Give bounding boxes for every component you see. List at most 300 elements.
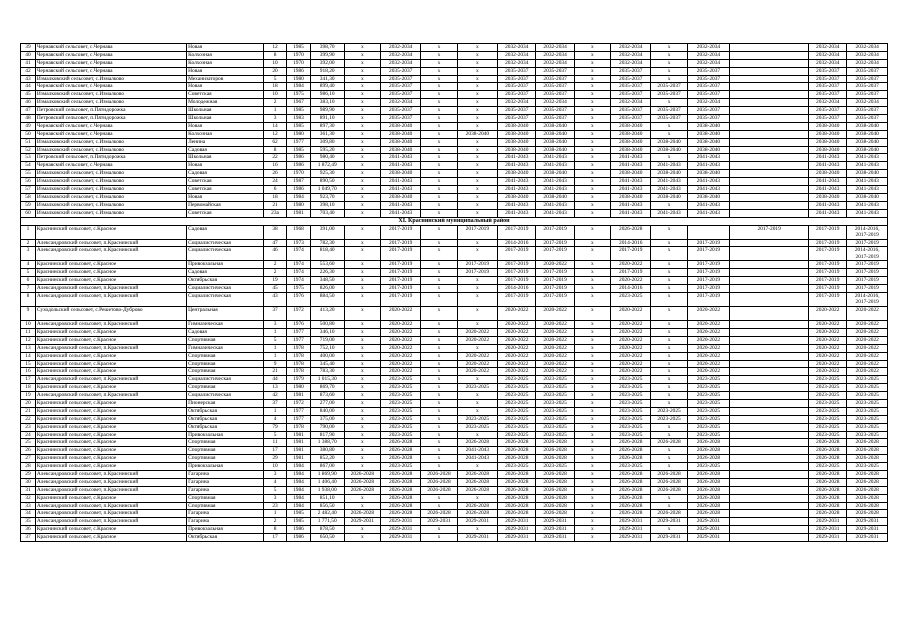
table-cell: Краснинский сельсовет, с.Красное (35, 360, 186, 368)
table-cell (730, 399, 809, 407)
table-cell: 37 (263, 307, 286, 321)
table-cell: 2020-2022 (687, 307, 730, 321)
table-row (21, 431, 888, 439)
table-cell: 2020-2022 (498, 307, 536, 321)
table-cell: 2035-2037 (380, 107, 420, 115)
table-cell: 59 (21, 201, 36, 209)
table-cell: 2026-2028 (380, 447, 420, 455)
table-cell: 29 (263, 455, 286, 463)
table-cell: x (421, 526, 457, 534)
table-row (21, 269, 888, 277)
table-cell: 43 (263, 293, 286, 307)
table-cell: 1986 (287, 162, 310, 170)
table-cell (730, 336, 809, 344)
table-cell (730, 328, 809, 336)
table-cell: Измалковский сельсовет, с.Измалково (35, 178, 186, 186)
table-cell: 1968 (287, 225, 310, 239)
table-cell: 383,10 (310, 99, 344, 107)
table-cell: Александровский сельсовет, п.Краснинский (35, 486, 186, 494)
table-cell: Октябрьская (187, 423, 264, 431)
table-cell: 2026-2028 (847, 455, 888, 463)
table-cell: 2020-2022 (498, 336, 536, 344)
table-cell: 2038-2040 (380, 122, 420, 130)
table-cell: 2017-2019 (687, 269, 730, 277)
table-cell (730, 193, 809, 201)
table-cell: Краснинский сельсовет, с.Красное (35, 225, 186, 239)
table-cell: 2023-2025 (498, 376, 536, 384)
table-cell: x (651, 269, 687, 277)
table-cell: Измалковский сельсовет, с.Измалково (35, 209, 186, 217)
table-cell: 2017-2019 (847, 277, 888, 285)
table-cell: 26 (263, 170, 286, 178)
table-cell: 17 (21, 376, 36, 384)
table-cell: Чернавский сельсовет, с.Чернава (35, 51, 186, 59)
table-cell: 2023-2025 (809, 431, 847, 439)
table-cell: Гимназическая (187, 344, 264, 352)
table-cell: 2026-2028 (610, 502, 650, 510)
table-cell: Краснинский сельсовет, с.Красное (35, 415, 186, 423)
table-cell: Краснинский сельсовет, с.Красное (35, 269, 186, 277)
table-cell: 1985 (287, 510, 310, 518)
table-cell: 2026-2028 (457, 502, 497, 510)
table-cell: x (344, 51, 380, 59)
table-cell: 2026-2028 (380, 455, 420, 463)
table-row (21, 407, 888, 415)
table-cell: 2026-2028 (344, 486, 380, 494)
table-cell: x (457, 407, 497, 415)
table-cell: 2023-2025 (610, 463, 650, 471)
table-cell: 2026-2028 (421, 510, 457, 518)
table-cell: 2017-2019 (380, 225, 420, 239)
table-cell: 2023-2025 (847, 463, 888, 471)
table-cell: 2029-2031 (498, 534, 536, 542)
table-cell: x (651, 99, 687, 107)
table-cell: 2038-2040 (536, 146, 574, 154)
table-cell: x (574, 170, 610, 178)
table-cell: 2041-2043 (380, 201, 420, 209)
table-cell: 2026-2028 (498, 494, 536, 502)
table-cell: 2020-2022 (610, 307, 650, 321)
table-cell: 3 (21, 247, 36, 261)
table-cell: 2017-2019 (380, 277, 420, 285)
table-row (21, 384, 888, 392)
table-cell: 752,10 (310, 344, 344, 352)
table-cell: 50 (21, 130, 36, 138)
table-cell: 2026-2028 (610, 455, 650, 463)
table-cell: 2026-2028 (536, 455, 574, 463)
table-cell: Краснинский сельсовет, с.Красное (35, 423, 186, 431)
table-cell: 2020-2022 (536, 336, 574, 344)
table-cell: 277,00 (310, 399, 344, 407)
table-body-bottom (21, 225, 888, 541)
table-cell: 2035-2037 (498, 75, 536, 83)
table-cell: 2020-2022 (809, 360, 847, 368)
table-cell: 2038-2040 (498, 146, 536, 154)
table-cell: x (421, 162, 457, 170)
table-cell: 2020-2022 (610, 277, 650, 285)
table-cell: Измалковский сельсовет, с.Измалково (35, 201, 186, 209)
table-cell: 1972 (287, 399, 310, 407)
table-cell: 2023-2025 (380, 392, 420, 400)
table-cell: 2 482,40 (310, 510, 344, 518)
table-cell: 2020-2022 (847, 328, 888, 336)
table-cell: x (421, 534, 457, 542)
table-cell (730, 162, 809, 170)
table-cell: 2035-2037 (498, 67, 536, 75)
table-cell: 2020-2022 (847, 344, 888, 352)
table-cell: 1977 (287, 138, 310, 146)
table-cell: x (421, 44, 457, 52)
table-cell: x (457, 321, 497, 329)
table-cell: x (457, 154, 497, 162)
table-cell: 2026-2028 (457, 470, 497, 478)
table-cell: x (344, 344, 380, 352)
table-cell: 399,90 (310, 51, 344, 59)
table-cell (730, 130, 809, 138)
table-cell: 2017-2019 (809, 293, 847, 307)
table-cell: 867,00 (310, 463, 344, 471)
table-cell: 2026-2028 (847, 494, 888, 502)
table-cell: 60 (21, 209, 36, 217)
table-cell: x (651, 368, 687, 376)
table-cell: x (457, 307, 497, 321)
table-cell: 2014-2016 (498, 285, 536, 293)
table-cell: Петровский сельсовет, п.Пятидорожка (35, 154, 186, 162)
table-cell: 2017-2019 (687, 247, 730, 261)
table-cell: 2029-2031 (687, 526, 730, 534)
table-cell: x (457, 51, 497, 59)
table-cell: 1978 (287, 423, 310, 431)
table-cell: 2029-2031 (847, 518, 888, 526)
table-cell: x (574, 130, 610, 138)
table-cell: 2041-2043 (847, 201, 888, 209)
table-cell: Колхозная (187, 59, 264, 67)
table-cell: x (574, 360, 610, 368)
table-cell: 719,00 (310, 336, 344, 344)
table-cell: x (421, 293, 457, 307)
table-cell: Октябрьская (187, 415, 264, 423)
table-cell: 2029-2031 (380, 534, 420, 542)
table-cell (730, 321, 809, 329)
table-cell: x (651, 344, 687, 352)
table-cell: 2035-2037 (536, 75, 574, 83)
table-cell: x (651, 51, 687, 59)
table-cell: 2026-2028 (651, 510, 687, 518)
table-cell: Садовая (187, 170, 264, 178)
table-cell: 2023-2025 (536, 384, 574, 392)
table-cell: 6 (263, 186, 286, 194)
table-cell: 17 (263, 534, 286, 542)
table-cell: 48 (21, 115, 36, 123)
table-cell: 2026-2028 (687, 510, 730, 518)
table-cell: Краснинский сельсовет, с.Красное (35, 399, 186, 407)
table-cell: x (574, 463, 610, 471)
table-cell: x (421, 209, 457, 217)
table-cell: x (574, 239, 610, 247)
table-cell: Александровский сельсовет, п.Краснинский (35, 247, 186, 261)
table-cell: 2014-2016, 2017-2019 (847, 247, 888, 261)
table-cell: 1980 (287, 130, 310, 138)
table-cell: 1974 (287, 269, 310, 277)
table-cell: 2029-2031 (344, 518, 380, 526)
table-cell: 2026-2028 (809, 478, 847, 486)
table-cell: 2041-2043 (809, 186, 847, 194)
table-cell: 2020-2022 (809, 307, 847, 321)
table-cell: 1981 (287, 392, 310, 400)
table-cell (730, 415, 809, 423)
table-cell: 2035-2037 (610, 67, 650, 75)
table-cell: 1974 (287, 247, 310, 261)
table-cell: 2029-2031 (847, 526, 888, 534)
table-cell: 5 (21, 269, 36, 277)
table-cell: 2035-2037 (380, 91, 420, 99)
table-cell: 783,30 (310, 368, 344, 376)
table-cell: 2026-2028 (344, 470, 380, 478)
table-cell: 20 (21, 399, 36, 407)
table-cell: Спортивная (187, 447, 264, 455)
table-cell: 2035-2037 (651, 83, 687, 91)
table-cell: 2020-2022 (498, 344, 536, 352)
table-cell: 2020-2022 (498, 352, 536, 360)
table-row (21, 336, 888, 344)
table-cell: x (574, 83, 610, 91)
table-cell: 3 (263, 321, 286, 329)
table-cell: 2026-2028 (687, 478, 730, 486)
table-cell: 2023-2025 (536, 399, 574, 407)
table-cell: 2017-2019 (536, 285, 574, 293)
table-cell: 2041-2043 (536, 154, 574, 162)
table-cell: Социалистическая (187, 376, 264, 384)
table-cell: 2035-2037 (847, 115, 888, 123)
table-cell: 2017-2019 (687, 293, 730, 307)
table-row (21, 415, 888, 423)
table-cell: 2035-2037 (536, 67, 574, 75)
table-cell: x (651, 455, 687, 463)
table-cell: 2041-2043 (610, 162, 650, 170)
table-cell: 2023-2025 (380, 376, 420, 384)
table-cell (730, 107, 809, 115)
table-cell: Чернавский сельсовет, с.Чернава (35, 122, 186, 130)
table-cell: 47 (21, 107, 36, 115)
table-cell: Гагарина (187, 470, 264, 478)
table-cell: x (574, 138, 610, 146)
table-cell: x (344, 439, 380, 447)
table-cell: 873,60 (310, 392, 344, 400)
table-cell: x (574, 526, 610, 534)
table-cell: x (421, 269, 457, 277)
table-cell: x (344, 247, 380, 261)
table-cell: 400,00 (310, 352, 344, 360)
table-cell: 1985 (287, 44, 310, 52)
table-row (21, 75, 888, 83)
table-cell: 2032-2034 (610, 51, 650, 59)
table-cell: 2041-2043 (847, 209, 888, 217)
table-cell: 1 (263, 407, 286, 415)
table-cell: x (651, 75, 687, 83)
table-cell: 1967 (287, 99, 310, 107)
table-cell: Спортивная (187, 352, 264, 360)
table-cell: 1978 (287, 352, 310, 360)
table-cell: Чернавский сельсовет, с.Чернава (35, 67, 186, 75)
table-cell (730, 75, 809, 83)
table-cell: 2023-2025 (809, 392, 847, 400)
table-cell: 989,90 (310, 107, 344, 115)
table-cell: 2032-2034 (380, 51, 420, 59)
table-cell: 1981 (287, 431, 310, 439)
table-cell: x (457, 170, 497, 178)
table-cell: 2035-2037 (687, 91, 730, 99)
table-cell: x (457, 209, 497, 217)
table-cell: 49 (21, 122, 36, 130)
table-row (21, 534, 888, 542)
table-cell: x (574, 399, 610, 407)
table-cell: 2026-2028 (687, 486, 730, 494)
table-cell: 2017-2019 (498, 247, 536, 261)
table-cell: x (574, 99, 610, 107)
table-cell: Механизаторов (187, 75, 264, 83)
table-cell: 392,00 (310, 59, 344, 67)
table-cell: x (344, 201, 380, 209)
table-cell: x (421, 83, 457, 91)
table-cell: x (344, 526, 380, 534)
table-cell: 2026-2028 (344, 510, 380, 518)
table-cell: 2023-2025 (610, 407, 650, 415)
table-cell: 15 (21, 360, 36, 368)
table-cell: 8 (263, 51, 286, 59)
table-row (21, 51, 888, 59)
table-cell: 2023-2025 (536, 463, 574, 471)
table-cell: 2041-2043 (457, 447, 497, 455)
table-cell: 2035-2037 (651, 115, 687, 123)
table-cell: 2035-2037 (809, 83, 847, 91)
table-cell (730, 138, 809, 146)
table-cell: Спортивная (187, 368, 264, 376)
table-cell: Гагарина (187, 478, 264, 486)
table-cell: 9 (263, 360, 286, 368)
table-cell: Новая (187, 83, 264, 91)
table-cell: 2020-2022 (847, 336, 888, 344)
table-cell: 2035-2037 (809, 67, 847, 75)
table-cell: 2026-2028 (651, 486, 687, 494)
table-cell: x (344, 368, 380, 376)
table-cell: 2 (21, 239, 36, 247)
table-cell: 2038-2040 (809, 146, 847, 154)
table-cell: 1984 (287, 494, 310, 502)
table-cell: 2023-2025 (457, 384, 497, 392)
table-cell: 2035-2037 (610, 115, 650, 123)
table-cell: 2023-2025 (610, 376, 650, 384)
table-cell: x (457, 285, 497, 293)
table-cell: x (574, 247, 610, 261)
table-cell: 1972 (287, 307, 310, 321)
table-cell: 2041-2043 (498, 201, 536, 209)
table-cell: 2041-2043 (610, 178, 650, 186)
table-cell: 2014-2016 (498, 239, 536, 247)
table-cell: 1 771,50 (310, 518, 344, 526)
table-cell: 2020-2022 (457, 328, 497, 336)
table-cell: 2029-2031 (380, 526, 420, 534)
table-cell: x (651, 247, 687, 261)
table-cell: Социалистическая (187, 392, 264, 400)
table-cell: 2035-2037 (380, 115, 420, 123)
table-cell: x (421, 439, 457, 447)
table-cell: x (421, 328, 457, 336)
table-cell: 34 (21, 510, 36, 518)
table-cell: 2017-2019 (809, 269, 847, 277)
table-cell: x (651, 392, 687, 400)
table-cell: 2014-2016, 2017-2019 (847, 225, 888, 239)
table-cell: Чернавский сельсовет, с.Чернава (35, 44, 186, 52)
table-cell: 923,70 (310, 193, 344, 201)
table-cell: x (344, 352, 380, 360)
table-cell: 2020-2022 (380, 336, 420, 344)
table-cell: x (344, 130, 380, 138)
table-cell: 2026-2028 (687, 439, 730, 447)
table-cell: 2032-2034 (687, 99, 730, 107)
table-cell: x (421, 376, 457, 384)
table-cell: 42 (21, 67, 36, 75)
table-row (21, 138, 888, 146)
table-cell: x (651, 67, 687, 75)
table-cell: x (344, 277, 380, 285)
table-cell: 13 (263, 384, 286, 392)
table-cell: 23 (21, 423, 36, 431)
table-cell: 14 (263, 122, 286, 130)
table-cell: 2023-2025 (809, 407, 847, 415)
table-cell: x (574, 447, 610, 455)
table-cell (730, 170, 809, 178)
table-cell: 1986 (287, 154, 310, 162)
table-cell: x (574, 470, 610, 478)
table-cell: 2032-2034 (809, 44, 847, 52)
table-cell: 2035-2037 (498, 115, 536, 123)
table-cell: Привокзальная (187, 526, 264, 534)
table-cell: 899,40 (310, 83, 344, 91)
table-cell: x (574, 146, 610, 154)
table-cell: 1 015,30 (310, 376, 344, 384)
table-cell: x (421, 352, 457, 360)
table-cell: 2041-2043 (536, 186, 574, 194)
table-cell (730, 384, 809, 392)
table-cell: 2023-2025 (380, 384, 420, 392)
table-cell: 35 (21, 518, 36, 526)
table-cell: 2026-2028 (651, 470, 687, 478)
table-row (21, 321, 888, 329)
table-cell: 2035-2037 (380, 67, 420, 75)
table-cell: x (457, 526, 497, 534)
table-cell: x (457, 293, 497, 307)
table-cell (730, 510, 809, 518)
table-cell: 2035-2037 (809, 75, 847, 83)
table-row (21, 59, 888, 67)
table-cell: 12 (263, 44, 286, 52)
table-cell: x (421, 423, 457, 431)
table-cell (730, 352, 809, 360)
table-cell: 2026-2028 (847, 502, 888, 510)
table-cell: 2038-2040 (847, 130, 888, 138)
table-cell: 2023-2025 (651, 415, 687, 423)
table-cell: 2029-2031 (687, 534, 730, 542)
table-cell: Краснинский сельсовет, с.Красное (35, 431, 186, 439)
table-cell: 2041-2043 (498, 162, 536, 170)
table-row (21, 201, 888, 209)
table-cell: x (344, 328, 380, 336)
table-cell: 398,10 (310, 201, 344, 209)
table-cell: Александровский сельсовет, п.Краснинский (35, 392, 186, 400)
table-cell: x (344, 376, 380, 384)
table-cell: 40 (21, 51, 36, 59)
table-cell: Измалковский сельсовет, с.Измалково (35, 91, 186, 99)
